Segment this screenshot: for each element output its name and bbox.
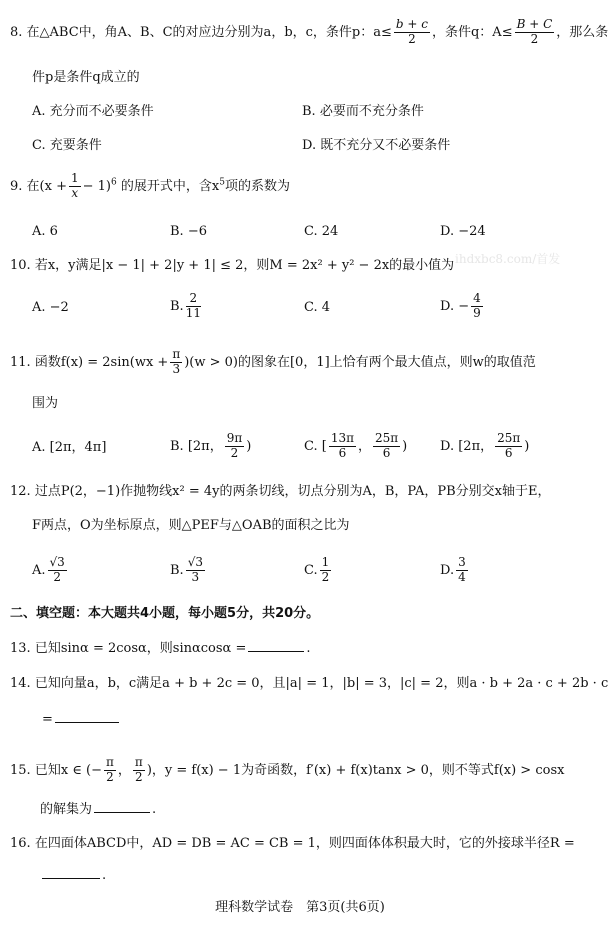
question-10-number: 10. [10, 258, 31, 273]
question-15-stem-2: 的解集为 . [40, 802, 157, 817]
question-8-option-a: A. 充分而不必要条件 [32, 104, 154, 119]
question-10-stem: 10. 若x，y满足|x − 1| + 2|y + 1| ≤ 2，则M = 2x² + y² − 2x的最小值为 [10, 258, 455, 273]
question-8-option-b: B. 必要而不充分条件 [302, 104, 424, 119]
question-9-stem: 9. 在(x + $\frac{1}{x}$ − 1)$^6$ 的展开式中，含$x^5$项的系数为 [10, 171, 290, 200]
question-11-option-d: D. [2π， $\frac{25\pi}{6}$ ) [440, 431, 530, 460]
answer-blank [94, 811, 150, 813]
question-10-option-a: A. −2 [32, 300, 69, 315]
question-15-number: 15. [10, 762, 31, 778]
question-10-option-c: C. 4 [304, 300, 331, 315]
question-14-number: 14. [10, 676, 31, 691]
question-12-option-b: B. $\frac{√3}{3}$ [170, 555, 203, 584]
question-8-stem-d: 件p是条件q成立的 [32, 70, 140, 85]
question-14: 14. 已知向量a，b，c满足a + b + 2c = 0，且|a| = 1，|b| = 3，|c| = 2，则a · b + 2a · c + 2b · c [10, 676, 608, 691]
question-16-number: 16. [10, 836, 31, 851]
question-14-answer: = [42, 712, 121, 728]
answer-blank [248, 650, 304, 652]
fraction-B-plus-C-over-2: $\frac{B + C}{2}$ [516, 17, 553, 46]
question-8-option-c: C. 充要条件 [32, 138, 102, 153]
question-8-stem-c: ，那么条 [556, 24, 608, 40]
question-8-number: 8. [10, 24, 23, 40]
answer-blank [55, 721, 119, 723]
question-11-option-c: C. [ $\frac{13\pi}{6}$ ， $\frac{25\pi}{6}$ ) [304, 431, 408, 460]
watermark: ihdxbc8.com/首发 [455, 252, 561, 266]
question-11-number: 11. [10, 354, 31, 370]
question-11-option-a: A. [2π，4π] [32, 440, 107, 455]
question-8-stem-b: ，条件q：A≤ [431, 24, 513, 40]
question-12-number: 12. [10, 484, 31, 499]
question-13: 13. 已知sinα = 2cosα，则sinαcosα = . [10, 641, 311, 656]
question-9-option-c: C. 24 [304, 224, 339, 239]
question-12-option-d: D. $\frac{3}{4}$ [440, 555, 466, 584]
question-9-option-b: B. −6 [170, 224, 207, 239]
page-footer: 理科数学试卷 第3页(共6页) [215, 900, 385, 915]
fraction-1-over-x: $\frac{1}{x}$ [70, 171, 79, 200]
question-16: 16. 在四面体ABCD中，AD = DB = AC = CB = 1，则四面体体积最大时，它的外接球半径R = [10, 836, 575, 851]
question-9-option-a: A. 6 [32, 224, 58, 239]
question-11-stem: 11. 函数f(x) = 2sin(wx + $\frac{\pi}{3}$ )(w > 0)的图象在[0，1]上恰有两个最大值点，则w的取值范 [10, 347, 536, 376]
question-15-stem: 15. 已知x ∈ (− $\frac{\pi}{2}$ ， $\frac{\pi}{2}$ )，y = f(x) − 1为奇函数，f′(x) + f(x)tanx > 0，则不等式f(x) > cosx [10, 755, 565, 784]
question-10-option-b: B. $\frac{2}{11}$ [170, 291, 201, 320]
question-10-option-d: D. − $\frac{4}{9}$ [440, 291, 481, 320]
question-12-stem-2: F两点，O为坐标原点，则△PEF与△OAB的面积之比为 [32, 518, 350, 533]
question-12-option-c: C. $\frac{1}{2}$ [304, 555, 330, 584]
question-9-option-d: D. −24 [440, 224, 486, 239]
question-8-line-1 [10, 18, 608, 47]
question-12-stem: 12. 过点P(2，−1)作抛物线x² = 4y的两条切线，切点分别为A，B，PA，PB分别交x轴于E， [10, 484, 551, 499]
question-8-option-d: D. 既不充分又不必要条件 [302, 138, 451, 153]
question-12-option-a: A. $\frac{√3}{2}$ [32, 555, 65, 584]
fraction-pi-over-3: $\frac{\pi}{3}$ [172, 347, 181, 376]
fraction-b-plus-c-over-2: $\frac{b + c}{2}$ [395, 17, 428, 46]
question-13-number: 13. [10, 641, 31, 656]
answer-blank [42, 877, 100, 879]
question-16-answer: . [40, 868, 106, 884]
question-11-stem-2: 围为 [32, 396, 59, 411]
question-9-number: 9. [10, 178, 23, 194]
question-11-option-b: B. [2π， $\frac{9\pi}{2}$ ) [170, 431, 252, 460]
section-heading-fill-in: 二、填空题：本大题共4小题，每小题5分，共20分。 [10, 606, 320, 621]
question-8-stem-a: 在△ABC中，角A、B、C的对应边分别为a，b，c，条件p：a≤ [26, 24, 392, 40]
